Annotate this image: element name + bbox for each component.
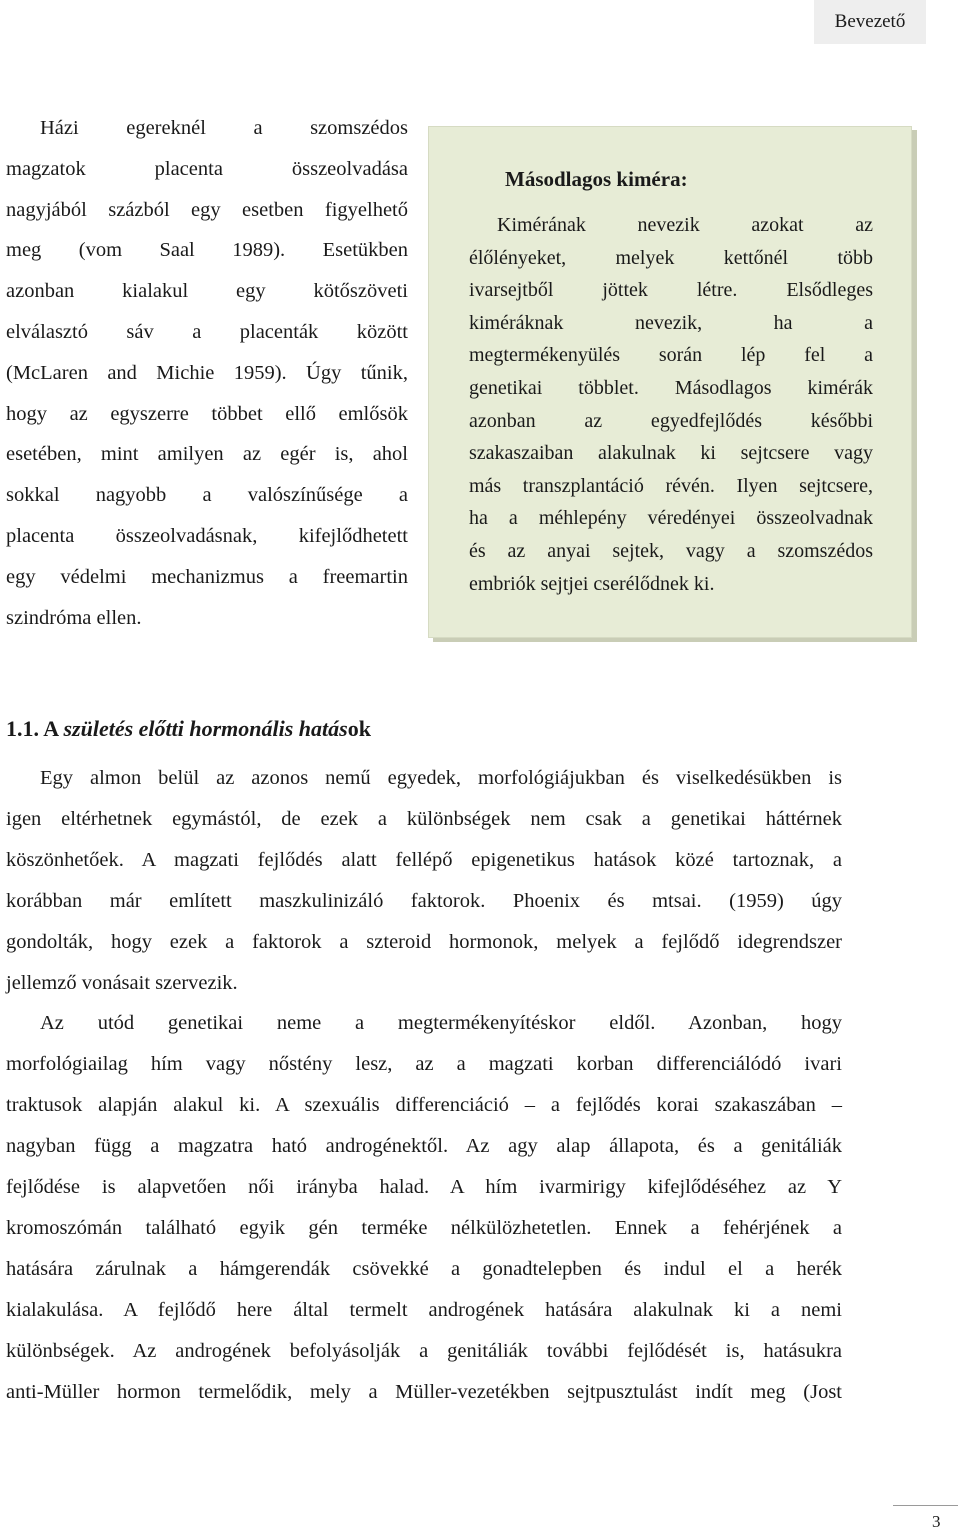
section-title-italic: születés előtti hormonális hatás <box>63 716 348 741</box>
footer-rule <box>893 1505 958 1506</box>
section-title-post: ok <box>347 716 371 741</box>
running-header: Bevezető <box>814 0 926 44</box>
text-line: nagyjából százból egy esetben figyelhető <box>6 198 408 221</box>
text-line: Egy almon belül az azonos nemű egyedek, morfológiájukban és viselkedésükben is <box>40 767 842 789</box>
section-heading <box>6 716 371 742</box>
page-number: 3 <box>932 1512 941 1531</box>
text-line: hatására zárulnak a hámgerendák csövekké a gonadtelepben és indul el a herék <box>6 1257 842 1280</box>
text-line: ivarsejtből jöttek létre. Elsődleges <box>469 279 873 302</box>
text-line: megtermékenyülés során lép fel a <box>469 344 873 367</box>
section-title-pre: A <box>43 716 64 741</box>
text-line: azonban az egyedfejlődés későbbi <box>469 409 873 432</box>
text-line: magzatok placenta összeolvadása <box>6 157 408 180</box>
text-line: (McLaren and Michie 1959). Úgy tűnik, <box>6 361 408 384</box>
body-text <box>6 758 842 1413</box>
text-line: Az utód genetikai neme a megtermékenyítéskor eldől. Azonban, hogy <box>40 1012 842 1035</box>
text-line: sokkal nagyobb a valószínűsége a <box>6 484 408 507</box>
text-line: kiméráknak nevezik, ha a <box>469 311 873 334</box>
text-line: korábban már említett maszkulinizáló faktorok. Phoenix és mtsai. (1959) úgy <box>6 889 842 912</box>
text-line: más transzplantáció révén. Ilyen sejtcsere, <box>469 474 873 497</box>
text-line: embriók sejtjei cserélődnek ki. <box>469 572 715 595</box>
text-line: elválasztó sáv a placenták között <box>6 320 408 343</box>
text-line: placenta összeolvadásnak, kifejlődhetett <box>6 524 408 547</box>
text-line: ha a méhlepény véredényei összeolvadnak <box>469 507 873 530</box>
text-line: nagyban függ a magzatra ható androgénektől. Az agy alap állapota, és a genitáliák <box>6 1135 842 1158</box>
text-line: morfológiailag hím vagy nőstény lesz, az a magzati korban differenciálódó ivari <box>6 1053 842 1076</box>
text-line: kialakulása. A fejlődő here által termelt androgének hatására alakulnak ki a nemi <box>6 1298 842 1321</box>
text-line: egy védelmi mechanizmus a freemartin <box>6 565 408 588</box>
text-line: meg (vom Saal 1989). Esetükben <box>6 239 408 262</box>
sidebar-box-title: Másodlagos kiméra: <box>505 167 688 191</box>
text-line: traktusok alapján alakul ki. A szexuális differenciáció – a fejlődés korai szakaszában – <box>6 1094 842 1117</box>
sidebar-box <box>428 126 912 638</box>
text-line: azonban kialakul egy kötőszöveti <box>6 280 408 303</box>
text-line: fejlődése is alapvetően női irányba halad. A hím ivarmirigy kifejlődéséhez az Y <box>6 1176 842 1199</box>
text-line: kromoszómán található egyik gén terméke nélkülözhetetlen. Ennek a fehérjének a <box>6 1216 842 1239</box>
text-line: szakaszaiban alakulnak ki sejtcsere vagy <box>469 442 873 465</box>
text-line: különbségek. Az androgének befolyásolják a genitáliák további fejlődését is, hatásukra <box>6 1339 842 1362</box>
text-line: Kimérának nevezik azokat az <box>497 214 873 236</box>
text-line: szindróma ellen. <box>6 606 142 629</box>
text-line: igen eltérhetnek egymástól, de ezek a különbségek nem csak a genetikai háttérnek <box>6 807 842 830</box>
text-line: esetében, mint amilyen az egér is, ahol <box>6 443 408 466</box>
text-line: anti-Müller hormon termelődik, mely a Müller-vezetékben sejtpusztulást indít meg (Jost <box>6 1380 842 1403</box>
text-line: hogy az egyszerre többet ellő emlősök <box>6 402 408 425</box>
text-line: köszönhetőek. A magzati fejlődés alatt fellépő epigenetikus hatások közé tartoznak, a <box>6 848 842 871</box>
text-line: gondolták, hogy ezek a faktorok a szteroid hormonok, melyek a fejlődő idegrendszer <box>6 930 842 953</box>
section-number: 1.1. <box>6 716 39 741</box>
text-line: élőlényeket, melyek kettőnél több <box>469 246 873 269</box>
text-line: genetikai többlet. Másodlagos kimérák <box>469 376 873 399</box>
sidebar-box-body <box>469 209 873 600</box>
text-line: és az anyai sejtek, vagy a szomszédos <box>469 539 873 562</box>
text-line: Házi egereknél a szomszédos <box>40 117 408 139</box>
left-column-paragraph <box>6 108 408 638</box>
text-line: jellemző vonásait szervezik. <box>6 971 238 994</box>
